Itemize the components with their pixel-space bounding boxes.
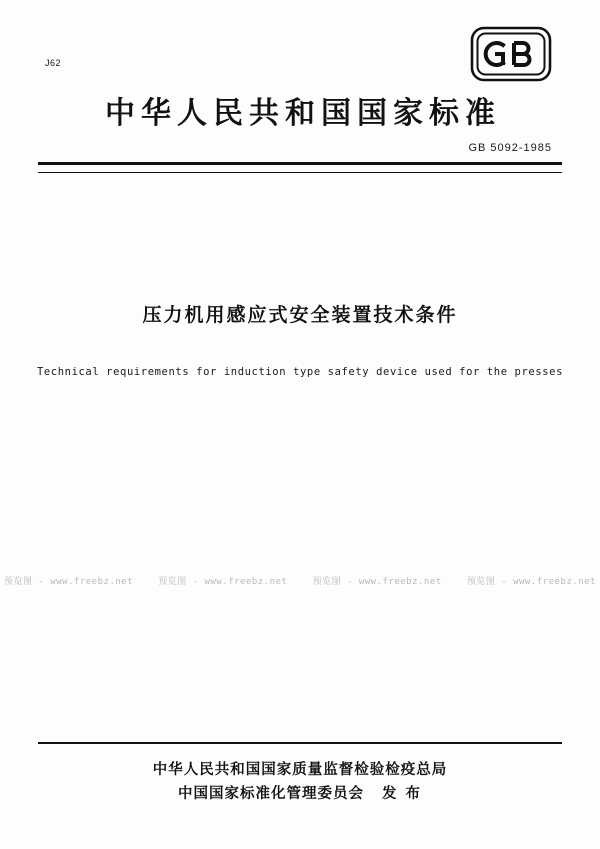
watermark-band [0, 572, 600, 588]
header-rule-thick [38, 162, 562, 165]
national-standard-title: 中华人民共和国国家标准 [105, 96, 501, 131]
watermark-item: 预览图 - www.freebz.net [4, 576, 134, 587]
watermark-item: 预览图 - www.freebz.net [466, 576, 596, 587]
watermark-item: 预览图 - www.freebz.net [312, 576, 442, 587]
gb-emblem-icon [470, 26, 552, 82]
standard-number: GB 5092-1985 [468, 142, 552, 154]
watermark-item: 预览图 - www.freebz.net [158, 576, 288, 587]
document-title-chinese: 压力机用感应式安全装置技术条件 [142, 304, 458, 326]
issuer-name-line-1: 中华人民共和国国家质量监督检验检疫总局 [152, 762, 448, 778]
publish-label: 发 布 [381, 785, 423, 802]
header-rule-thin [38, 172, 562, 173]
footer-rule [38, 742, 562, 744]
document-title-english: Technical requirements for induction type safety device used for the presses [36, 366, 564, 378]
issuer-name-line-2: 中国国家标准化管理委员会 [177, 785, 364, 802]
classification-code: J62 [45, 58, 62, 68]
issuer-block [0, 760, 600, 806]
